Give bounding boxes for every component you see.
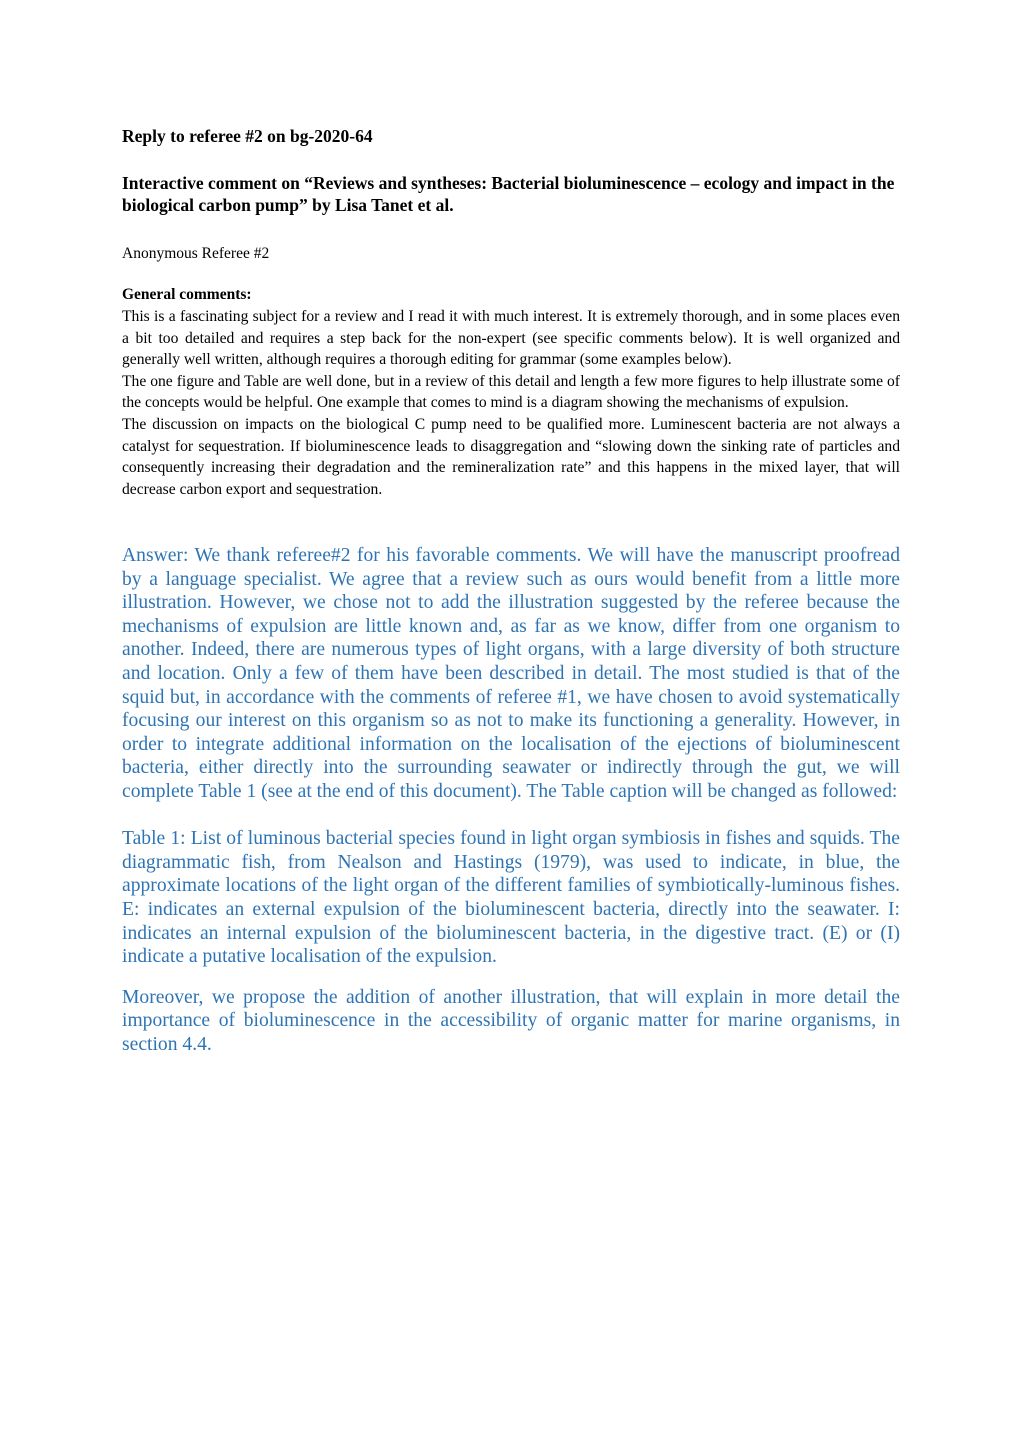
general-comments-heading: General comments: — [122, 286, 252, 303]
moreover-paragraph: Moreover, we propose the addition of another illustration, that will explain in more detail the importance of bioluminescence in the accessibility of organic matter for marine organisms, in section 4.4. — [122, 986, 900, 1055]
referee-name: Anonymous Referee #2 — [122, 245, 270, 262]
comment-paragraph: This is a fascinating subject for a review and I read it with much interest. It is extremely thorough, and in some places even a bit too detailed and requires a step back for the non-expert (see specific comments below). It is well organized and generally well written, although requires a thorough editing for grammar (some examples below). — [122, 308, 900, 369]
answer-paragraph: Answer: We thank referee#2 for his favorable comments. We will have the manuscript proofread by a language specialist. We agree that a review such as ours would benefit from a little more illustration. However, we chose not to add the illustration suggested by the referee because the mechanisms of expulsion are little known and, as far as we know, differ from one organism to another. Indeed, there are numerous types of light organs, with a large diversity of both structure and location. Only a few of them have been described in detail. The most studied is that of the squid but, in accordance with the comments of referee #1, we have chosen to avoid systematically focusing our interest on this organism so as not to make its functioning a generality. However, in order to integrate additional information on the localisation of the ejections of bioluminescent bacteria, either directly into the surrounding seawater or indirectly through the gut, we will complete Table 1 (see at the end of this document). The Table caption will be changed as followed: — [122, 545, 900, 802]
author-answer — [122, 544, 900, 1056]
comment-paragraph: The discussion on impacts on the biological C pump need to be qualified more. Luminescent bacteria are not always a catalyst for sequestration. If bioluminescence leads to disaggregation and “slowing down the sinking rate of particles and consequently increasing their degradation and the remineralization rate” and this happens in the mixed layer, that will decrease carbon export and sequestration. — [122, 415, 900, 498]
document-subtitle: Interactive comment on “Reviews and syntheses: Bacterial bioluminescence – ecology and impact in the biological carbon pump” by Lisa Tanet et al. — [122, 173, 895, 215]
document-title: Reply to referee #2 on bg-2020-64 — [122, 126, 373, 146]
table-caption-paragraph: Table 1: List of luminous bacterial species found in light organ symbiosis in fishes and squids. The diagrammatic fish, from Nealson and Hastings (1979), was used to indicate, in blue, the approximate locations of the light organ of the different families of symbiotically-luminous fishes. E: indicates an external expulsion of the bioluminescent bacteria, directly into the seawater. I: indicates an internal expulsion of the bioluminescent bacteria, in the digestive tract. (E) or (I) indicate a putative localisation of the expulsion. — [122, 828, 900, 968]
general-comments — [122, 306, 900, 500]
comment-paragraph: The one figure and Table are well done, but in a review of this detail and length a few more figures to help illustrate some of the concepts would be helpful. One example that comes to mind is a diagram showing the mechanisms of expulsion. — [122, 372, 900, 412]
